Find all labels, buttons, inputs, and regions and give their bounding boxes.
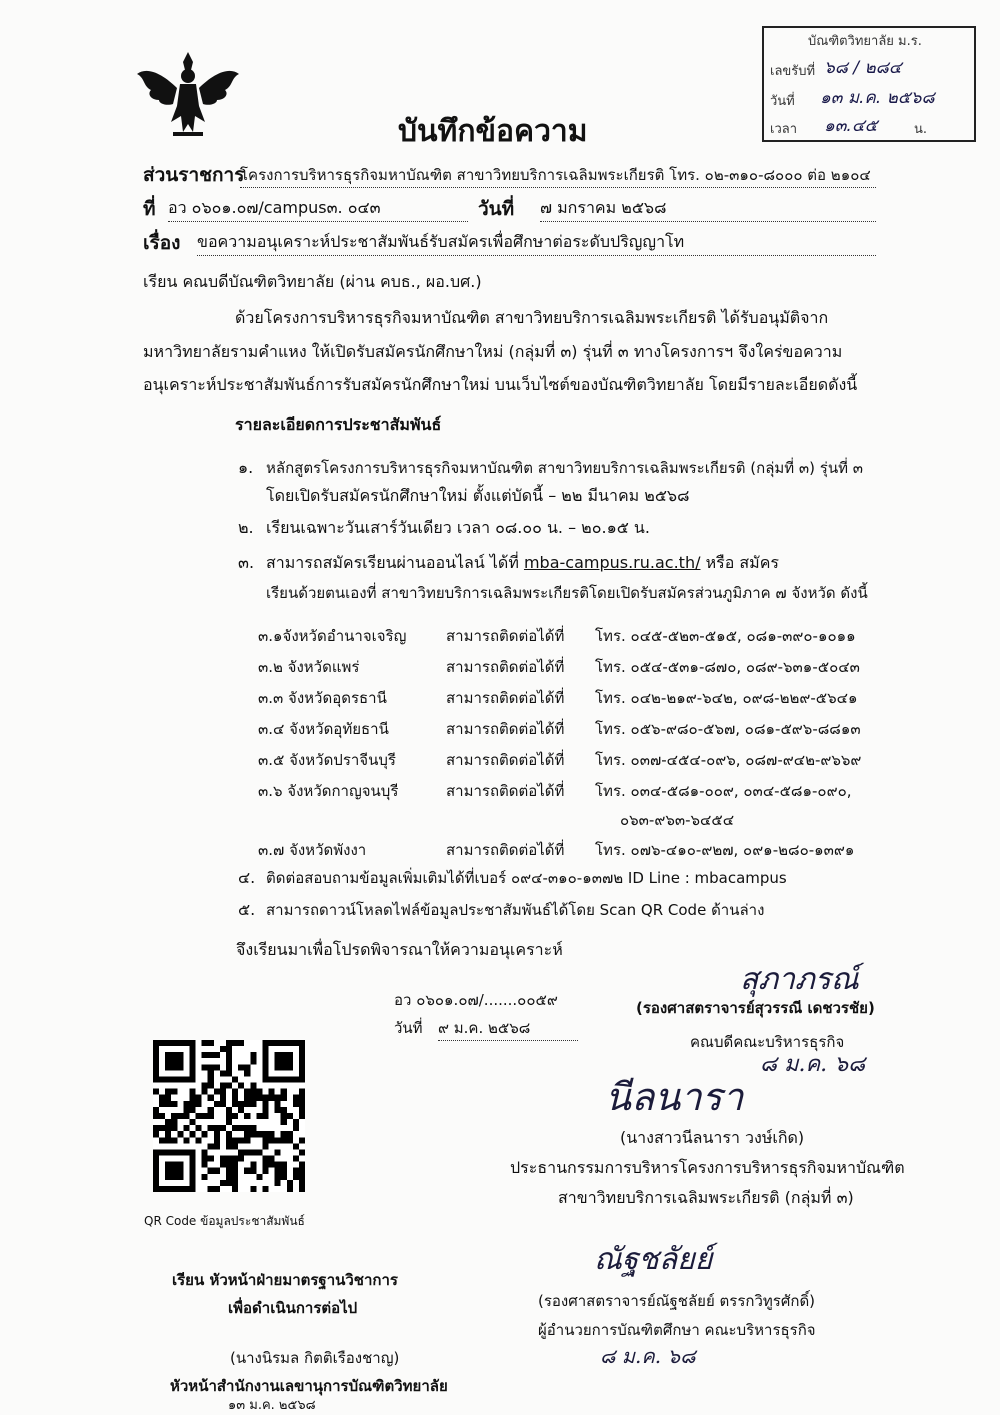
memo-title: บันทึกข้อความ bbox=[398, 114, 588, 149]
stamp-office: บัณฑิตวิทยาลัย ม.ร. bbox=[808, 34, 922, 49]
province-phones: โทร. ๐๓๗-๔๕๔-๐๙๖, ๐๘๗-๙๔๒-๙๖๖๙ bbox=[595, 751, 862, 769]
stamp-date-label: วันที่ bbox=[770, 94, 795, 109]
item-1-line-2: โดยเปิดรับสมัครนักศึกษาใหม่ ตั้งแต่บัดนี้ – ๒๒ มีนาคม ๒๕๖๘ bbox=[266, 486, 690, 505]
paragraph-line-1: ด้วยโครงการบริหารธุรกิจมหาบัณฑิต สาขาวิทยบริการเฉลิมพระเกียรติ ได้รับอนุมัติจาก bbox=[235, 308, 829, 327]
forward-name: (นางนิรมล กิตติเรืองชาญ) bbox=[230, 1349, 400, 1367]
province-contact: สามารถติดต่อได้ที่ bbox=[446, 720, 565, 738]
signature-dean: สุภาภรณ์ bbox=[740, 962, 859, 997]
province-row: ๓.๗ จังหวัดพังงา bbox=[258, 841, 367, 859]
item-3-post: หรือ สมัคร bbox=[705, 553, 780, 572]
province-row: ๓.๒ จังหวัดแพร่ bbox=[258, 658, 360, 676]
item-1-line-1: หลักสูตรโครงการบริหารธุรกิจมหาบัณฑิต สาขาวิทยบริการเฉลิมพระเกียรติ (กลุ่มที่ ๓) รุ่นที่ ๓ bbox=[266, 459, 864, 477]
province-phones: โทร. ๐๕๔-๕๓๑-๘๗๐, ๐๘๙-๖๓๑-๕๐๔๓ bbox=[595, 658, 860, 676]
item-5-number: ๕. bbox=[238, 900, 256, 919]
ref-value: อว ๐๖๐๑.๐๗/campus๓. ๐๔๓ bbox=[168, 196, 468, 222]
province-contact: สามารถติดต่อได้ที่ bbox=[446, 689, 565, 707]
stamp-time-label: เวลา bbox=[770, 122, 798, 137]
item-3-number: ๓. bbox=[238, 553, 255, 572]
director-date: ๘ ม.ค. ๖๘ bbox=[600, 1344, 696, 1368]
province-contact: สามารถติดต่อได้ที่ bbox=[446, 751, 565, 769]
director-name: (รองศาสตราจารย์ณัฐชลัยย์ ตรรกวิทูรศักดิ์) bbox=[538, 1292, 816, 1310]
item-3-pre: สามารถสมัครเรียนผ่านออนไลน์ ได้ที่ bbox=[266, 553, 519, 572]
item-4-number: ๔. bbox=[238, 868, 256, 887]
province-phones: โทร. ๐๓๔-๕๘๑-๐๐๙, ๐๓๔-๕๘๑-๐๙๐, bbox=[595, 782, 852, 800]
stamp-recv-label: เลขรับที่ bbox=[770, 64, 816, 79]
chair-title-1: ประธานกรรมการบริหารโครงการบริหารธุรกิจมหาบัณฑิต bbox=[510, 1158, 905, 1177]
agency-label: ส่วนราชการ bbox=[143, 164, 245, 186]
subject-label: เรื่อง bbox=[143, 232, 181, 254]
signature-chair: นีลนารา bbox=[605, 1075, 744, 1119]
closing-line: จึงเรียนมาเพื่อโปรดพิจารณาให้ความอนุเคราะห์ bbox=[236, 940, 563, 959]
routing-date-label: วันที่ bbox=[394, 1019, 423, 1037]
item-3-line-2: เรียนด้วยตนเองที่ สาขาวิทยบริการเฉลิมพระเกียรติโดยเปิดรับสมัครส่วนภูมิภาค ๗ จังหวัด ดังนี้ bbox=[266, 584, 868, 602]
province-contact: สามารถติดต่อได้ที่ bbox=[446, 841, 565, 859]
paragraph-line-3: อนุเคราะห์ประชาสัมพันธ์การรับสมัครนักศึกษาใหม่ บนเว็บไซต์ของบัณฑิตวิทยาลัย โดยมีรายละเอียดดังนี้ bbox=[143, 375, 858, 394]
province-row: ๓.๓ จังหวัดอุดรธานี bbox=[258, 689, 387, 707]
dean-name: (รองศาสตราจารย์สุวรรณี เดชวรชัย) bbox=[636, 999, 875, 1017]
details-heading: รายละเอียดการประชาสัมพันธ์ bbox=[235, 415, 442, 434]
forward-line-2: เพื่อดำเนินการต่อไป bbox=[228, 1299, 358, 1317]
stamp-date-value: ๑๓ ม.ค. ๒๕๖๘ bbox=[820, 88, 935, 108]
recipient-line: เรียน คณบดีบัณฑิตวิทยาลัย (ผ่าน คบธ., ผอ.บศ.) bbox=[143, 272, 482, 291]
stamp-time-value: ๑๓.๔๕ bbox=[824, 116, 878, 136]
routing-ref: อว ๐๖๐๑.๐๗/.......๐๐๕๙ bbox=[394, 991, 558, 1009]
item-1-number: ๑. bbox=[238, 458, 254, 477]
province-phones: ๐๖๓-๙๖๓-๖๔๕๔ bbox=[620, 811, 735, 829]
ref-label: ที่ bbox=[143, 198, 156, 220]
province-phones: โทร. ๐๗๖-๔๑๐-๙๒๗, ๐๙๑-๒๘๐-๑๓๙๑ bbox=[595, 841, 855, 859]
routing-date-value: ๙ ม.ค. ๒๕๖๘ bbox=[438, 1016, 578, 1041]
chair-title-2: สาขาวิทยบริการเฉลิมพระเกียรติ (กลุ่มที่ ๓) bbox=[558, 1188, 854, 1207]
registration-link[interactable]: mba-campus.ru.ac.th/ bbox=[523, 553, 701, 572]
item-2-text: เรียนเฉพาะวันเสาร์วันเดียว เวลา ๐๘.๐๐ น. – ๒๐.๑๕ น. bbox=[266, 518, 650, 537]
province-phones: โทร. ๐๕๖-๙๘๐-๕๖๗, ๐๘๑-๕๙๖-๘๘๑๓ bbox=[595, 720, 861, 738]
stamp-recv-no: ๖๘ / ๒๘๔ bbox=[824, 58, 902, 78]
province-contact: สามารถติดต่อได้ที่ bbox=[446, 782, 565, 800]
chair-name: (นางสาวนีลนารา วงษ์เกิด) bbox=[620, 1128, 805, 1147]
item-2-number: ๒. bbox=[238, 518, 254, 537]
qr-code[interactable] bbox=[153, 1040, 305, 1192]
province-phones: โทร. ๐๔๒-๒๑๙-๖๔๒, ๐๙๘-๒๒๙-๕๖๔๑ bbox=[595, 689, 858, 707]
qr-caption: QR Code ข้อมูลประชาสัมพันธ์ bbox=[144, 1214, 305, 1228]
qr-code-graphic bbox=[153, 1040, 305, 1192]
received-stamp bbox=[762, 26, 976, 142]
province-contact: สามารถติดต่อได้ที่ bbox=[446, 658, 565, 676]
subject-value: ขอความอนุเคราะห์ประชาสัมพันธ์รับสมัครเพื่อศึกษาต่อระดับปริญญาโท bbox=[197, 230, 876, 256]
dean-date: ๘ ม.ค. ๖๘ bbox=[760, 1052, 866, 1077]
item-4-text: ติดต่อสอบถามข้อมูลเพิ่มเติมได้ที่เบอร์ ๐๙๔-๓๑๐-๑๓๗๒ ID Line : mbacampus bbox=[266, 869, 787, 887]
forward-line-1: เรียน หัวหน้าฝ่ายมาตรฐานวิชาการ bbox=[172, 1271, 398, 1289]
stamp-time-unit: น. bbox=[914, 122, 928, 137]
director-title: ผู้อำนวยการบัณฑิตศึกษา คณะบริหารธุรกิจ bbox=[538, 1321, 816, 1339]
province-row: ๓.๔ จังหวัดอุทัยธานี bbox=[258, 720, 389, 738]
signature-director: ณัฐชลัยย์ bbox=[594, 1242, 713, 1277]
forward-title: หัวหน้าสำนักงานเลขานุการบัณฑิตวิทยาลัย bbox=[170, 1377, 448, 1395]
garuda-emblem bbox=[133, 44, 243, 144]
date-value: ๗ มกราคม ๒๕๖๘ bbox=[540, 196, 876, 222]
province-contact: สามารถติดต่อได้ที่ bbox=[446, 627, 565, 645]
forward-date: ๑๓ ม.ค. ๒๕๖๘ bbox=[228, 1398, 316, 1413]
item-5-text: สามารถดาวน์โหลดไฟล์ข้อมูลประชาสัมพันธ์ได้โดย Scan QR Code ด้านล่าง bbox=[266, 901, 765, 919]
dean-title: คณบดีคณะบริหารธุรกิจ bbox=[690, 1033, 845, 1051]
province-row: ๓.๑จังหวัดอำนาจเจริญ bbox=[258, 627, 407, 645]
province-row: ๓.๖ จังหวัดกาญจนบุรี bbox=[258, 782, 399, 800]
paragraph-line-2: มหาวิทยาลัยรามคำแหง ให้เปิดรับสมัครนักศึกษาใหม่ (กลุ่มที่ ๓) รุ่นที่ ๓ ทางโครงการฯ จึงใคร่ขอความ bbox=[143, 342, 843, 361]
province-row: ๓.๕ จังหวัดปราจีนบุรี bbox=[258, 751, 396, 769]
agency-value: โครงการบริหารธุรกิจมหาบัณฑิต สาขาวิทยบริการเฉลิมพระเกียรติ โทร. ๐๒-๓๑๐-๘๐๐๐ ต่อ ๒๑๐๔ bbox=[240, 163, 876, 188]
province-phones: โทร. ๐๔๕-๕๒๓-๕๑๕, ๐๘๑-๓๙๐-๑๐๑๑ bbox=[595, 627, 856, 645]
item-3-line-1 bbox=[266, 551, 779, 576]
date-label: วันที่ bbox=[478, 198, 515, 220]
